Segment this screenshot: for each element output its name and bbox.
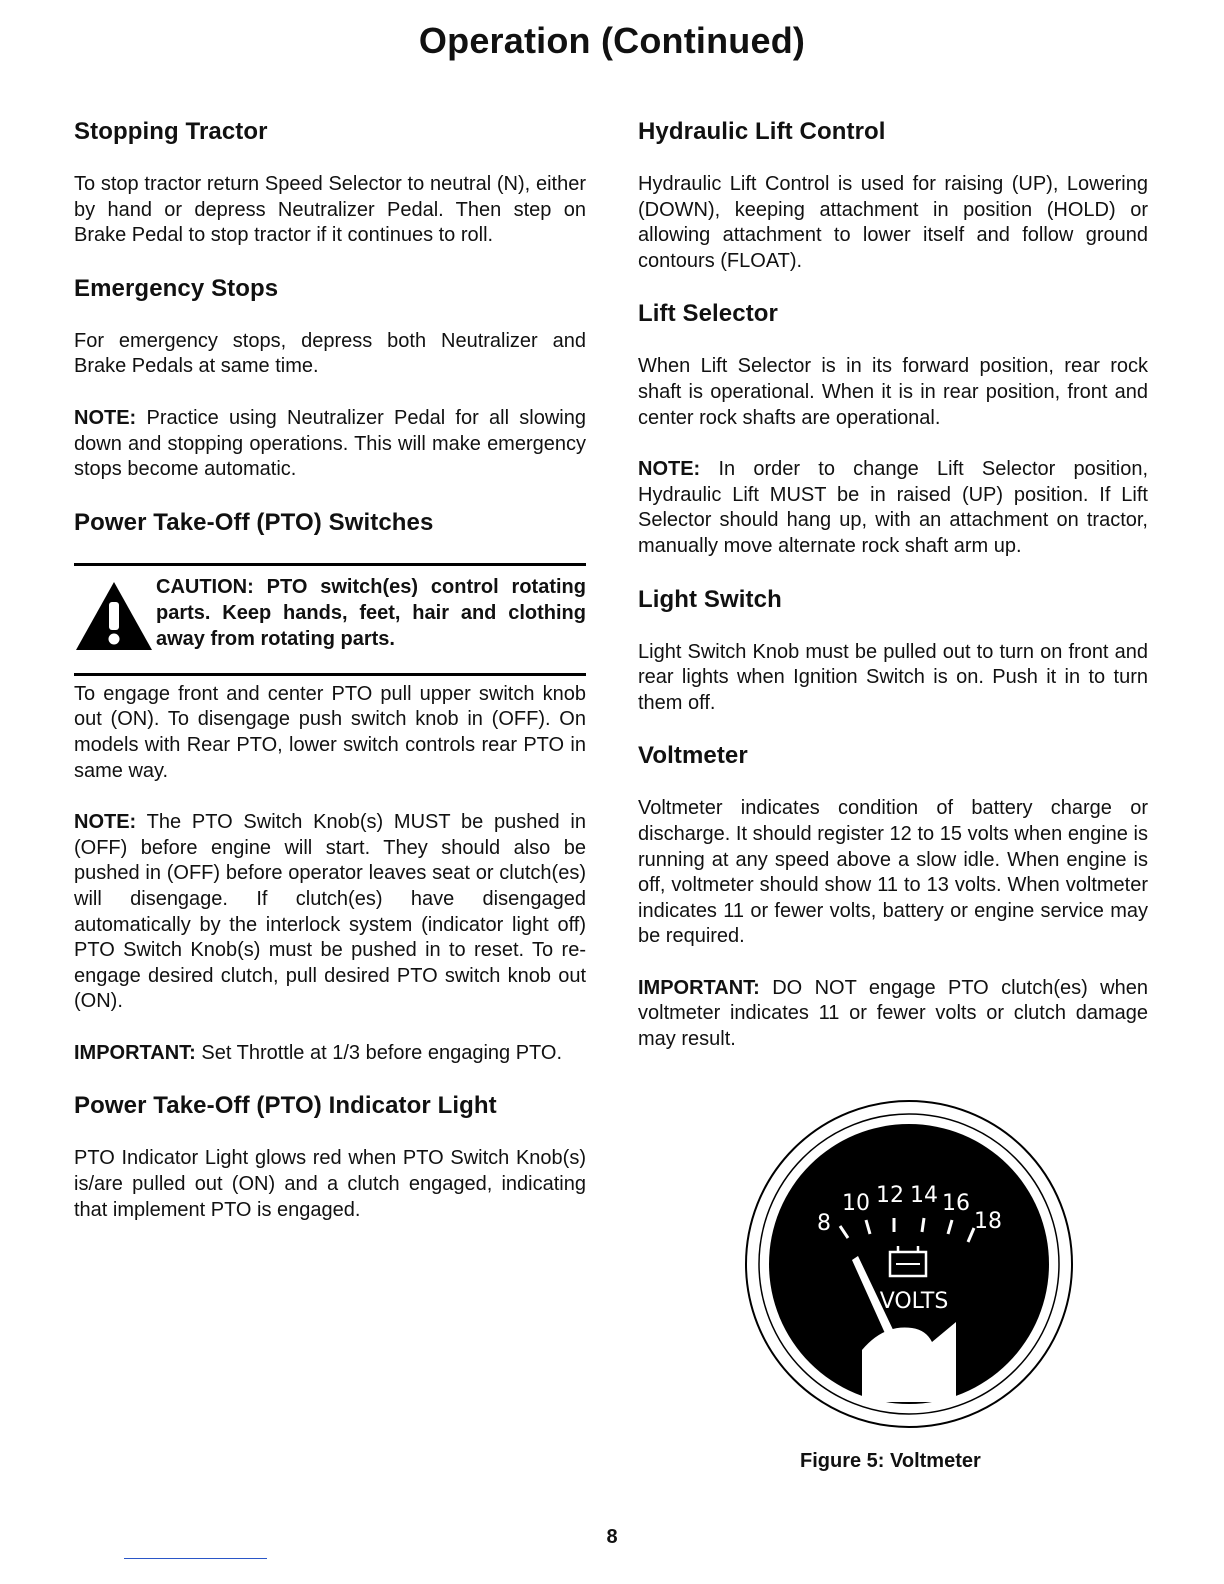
caution-text: CAUTION: PTO switch(es) control rotating parts. Keep hands, feet, hair and clothing away from rotating parts. xyxy=(156,575,586,650)
voltmeter-gauge xyxy=(744,1096,1074,1436)
pto-switches-important xyxy=(74,1041,586,1067)
left-column xyxy=(74,118,586,1233)
section-lift-selector xyxy=(638,300,1148,559)
important-text: Set Throttle at 1/3 before engaging PTO. xyxy=(201,1041,563,1064)
emergency-stops-text: For emergency stops, depress both Neutralizer and Brake Pedals at same time. xyxy=(74,329,586,378)
section-pto-switches xyxy=(74,509,586,1067)
tick-label: 10 xyxy=(842,1191,870,1216)
note-label: NOTE: xyxy=(74,406,137,429)
warning-triangle-icon xyxy=(74,574,156,657)
important-label: IMPORTANT: xyxy=(74,1041,196,1064)
voltmeter-figure xyxy=(744,1096,1074,1436)
tick-label: 8 xyxy=(817,1211,831,1236)
emergency-stops-heading: Emergency Stops xyxy=(74,274,279,302)
figure-caption: Figure 5: Voltmeter xyxy=(800,1450,981,1472)
note-text: The PTO Switch Knob(s) MUST be pushed in (OFF) before engine will start. They should also be pushed in (OFF) before operator leaves seat or clutch(es) will disengage. If clutch(es) have disengaged automatically by the interlock system (indicator light off) PTO Switch Knob(s) must be pushed in to reset. To re-engage desired clutch, pull desired PTO switch knob out (ON). xyxy=(74,811,586,1013)
emergency-stops-note xyxy=(74,406,586,483)
voltmeter-heading: Voltmeter xyxy=(638,742,748,770)
light-switch-text: Light Switch Knob must be pulled out to turn on front and rear lights when Ignition Switch is on. Push it in to turn them off. xyxy=(638,640,1148,714)
voltmeter-text: Voltmeter indicates condition of battery charge or discharge. It should register 12 to 15 volts when engine is running at any speed above a slow idle. When engine is off, voltmeter should show 11 to 13 volts. When voltmeter indicates 11 or fewer volts, battery or engine service may be required. xyxy=(638,797,1148,948)
tick-label: 18 xyxy=(974,1209,1002,1234)
pto-switches-text: To engage front and center PTO pull upper switch knob out (ON). To disengage push switch knob in (OFF). On models with Rear PTO, lower switch controls rear PTO in same way. xyxy=(74,682,586,782)
footer-rule xyxy=(124,1558,267,1559)
note-text: Practice using Neutralizer Pedal for all slowing down and stopping operations. This will make emergency stops become automatic. xyxy=(74,406,586,481)
section-voltmeter xyxy=(638,742,1148,1052)
note-text: In order to change Lift Selector position, Hydraulic Lift MUST be in raised (UP) position. If Lift Selector should hang up, with an attachment on tractor, manually move alternate rock shaft arm up. xyxy=(638,458,1149,557)
section-stopping-tractor xyxy=(74,118,586,249)
pto-switches-note xyxy=(74,810,586,1015)
pto-switches-heading: Power Take-Off (PTO) Switches xyxy=(74,508,434,536)
page-title: Operation (Continued) xyxy=(418,20,806,61)
lift-selector-text: When Lift Selector is in its forward position, rear rock shaft is operational. When it is in rear position, front and center rock shafts are operational. xyxy=(638,355,1148,429)
important-label: IMPORTANT: xyxy=(638,976,760,999)
note-label: NOTE: xyxy=(74,811,137,834)
caution-box xyxy=(74,563,586,676)
hydraulic-lift-text: Hydraulic Lift Control is used for raising (UP), Lowering (DOWN), keeping attachment in position (HOLD) or allowing attachment to lower itself and follow ground contours (FLOAT). xyxy=(638,173,1148,272)
stopping-tractor-text: To stop tractor return Speed Selector to neutral (N), either by hand or depress Neutralizer Pedal. Then step on Brake Pedal to stop tractor if it continues to roll. xyxy=(74,173,586,247)
tick-label: 12 xyxy=(876,1183,904,1208)
voltmeter-important xyxy=(638,976,1148,1053)
page-number: 8 xyxy=(606,1526,618,1548)
section-pto-indicator-light xyxy=(74,1092,586,1223)
lift-selector-heading: Lift Selector xyxy=(638,300,778,328)
pto-indicator-light-text: PTO Indicator Light glows red when PTO Switch Knob(s) is/are pulled out (ON) and a clutch engaged, indicating that implement PTO is engaged. xyxy=(74,1147,586,1221)
pto-indicator-light-heading: Power Take-Off (PTO) Indicator Light xyxy=(74,1092,497,1120)
important-text: DO NOT engage PTO clutch(es) when voltmeter indicates 11 or fewer volts or clutch damage may result. xyxy=(638,976,1148,1051)
section-hydraulic-lift xyxy=(638,118,1148,274)
section-light-switch xyxy=(638,586,1148,717)
tick-mark xyxy=(922,1218,924,1232)
stopping-tractor-heading: Stopping Tractor xyxy=(74,118,268,145)
light-switch-heading: Light Switch xyxy=(638,585,782,613)
lift-selector-note xyxy=(638,457,1148,559)
right-column xyxy=(638,118,1148,1063)
tick-label: 14 xyxy=(910,1183,938,1208)
tick-label: 16 xyxy=(942,1191,970,1216)
note-label: NOTE: xyxy=(638,458,701,481)
hydraulic-lift-heading: Hydraulic Lift Control xyxy=(638,118,886,145)
gauge-unit-label: VOLTS xyxy=(879,1289,949,1314)
section-emergency-stops xyxy=(74,275,586,483)
